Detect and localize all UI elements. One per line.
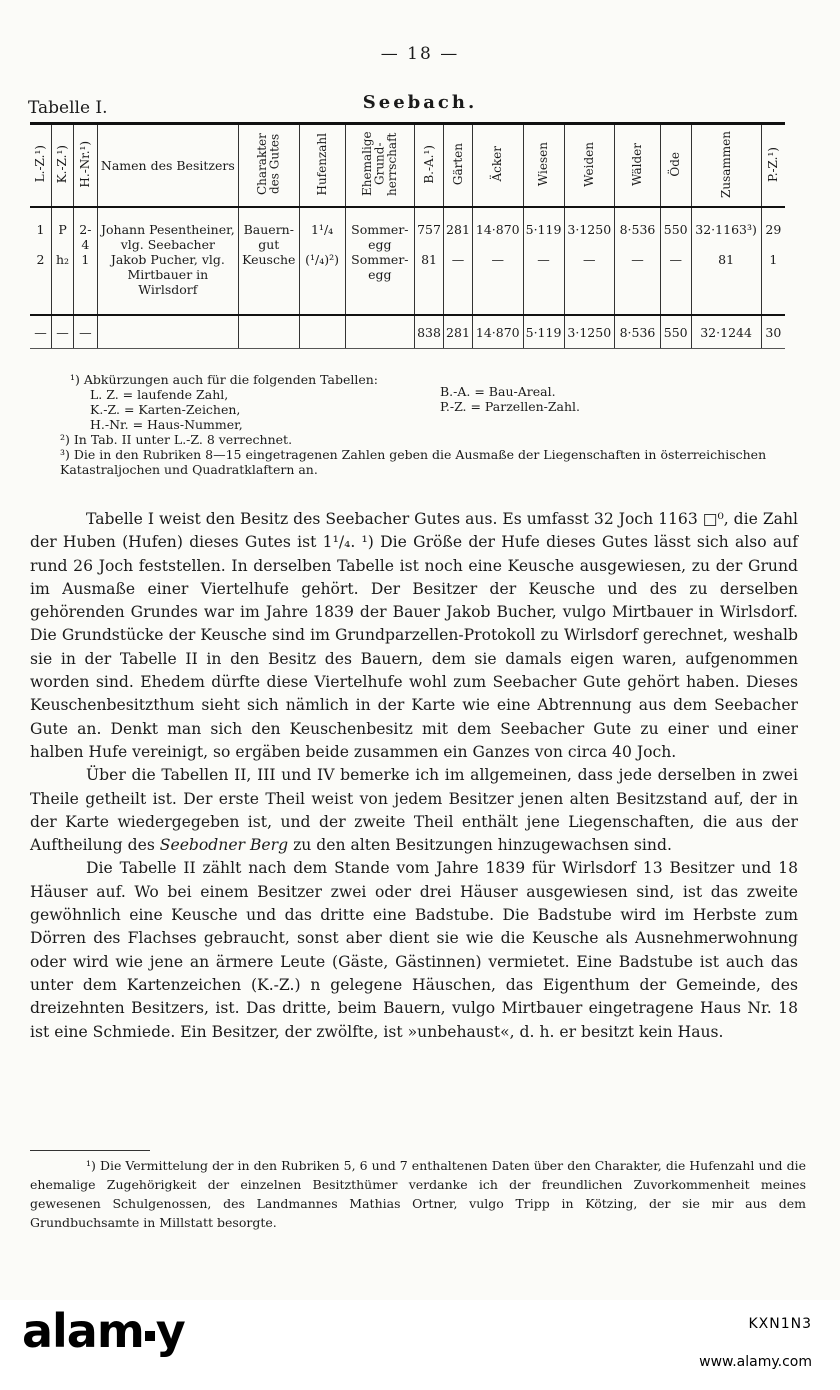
cell-pz: 29: [761, 207, 785, 252]
page-number: — 18 —: [380, 44, 460, 64]
sum-oede: 550: [660, 315, 691, 349]
header-name: Namen des Besitzers: [100, 158, 235, 173]
cell-pz: 1: [761, 252, 785, 315]
footnote-1-lz: L. Z. = laufende Zahl,: [90, 387, 229, 402]
sum-charakter: [239, 315, 300, 349]
sum-aecker: 14·870: [472, 315, 523, 349]
cell-weiden: —: [564, 252, 615, 315]
logo-text-b: y: [155, 1304, 185, 1358]
sum-lz: —: [30, 315, 51, 349]
sum-waelder: 8·536: [615, 315, 661, 349]
cell-zusammen: 32·1163³): [691, 207, 761, 252]
sum-gaerten: 281: [444, 315, 473, 349]
sum-ba: 838: [415, 315, 444, 349]
paragraph-2: [30, 764, 798, 857]
paragraph-2-emphasis: Seebodner Berg: [159, 836, 289, 855]
footnote-1-right: [440, 384, 580, 414]
cell-aecker: 14·870: [472, 207, 523, 252]
footnote-1-kz: K.-Z. = Karten-Zeichen,: [90, 402, 241, 417]
cell-lz: 2: [36, 252, 45, 267]
header-waelder: Wälder: [630, 142, 645, 186]
footnote-1-pz: P.-Z. = Parzellen-Zahl.: [440, 399, 581, 414]
table-header-row: [30, 124, 785, 208]
cell-hufen: (¹/₄)²): [299, 252, 345, 315]
footnote-1-ba: B.-A. = Bau-Areal.: [440, 384, 556, 399]
cell-oede: —: [660, 252, 691, 315]
header-hufen: Hufenzahl: [314, 132, 329, 196]
cell-hnr: 1: [74, 252, 98, 315]
cell-hnr: 2-4: [74, 207, 98, 252]
page-footnote: ¹) Die Vermittelung der in den Rubriken 5, 6 und 7 enthaltenen Daten über den Charakter, die Hufenzahl und die ehemalige Zugehörigkeit der einzelnen Besitzthümer verdanke ich der freundlichen Zuvorkommenheit meines gewesenen Schulgenossen, des Landmannes Mathias Ortner, vulgo Tripp in Kötzing, der sie mir aus dem Grundbuchsamte in Millstatt besorgte.: [30, 1158, 806, 1230]
cell-herrschaft: Sommer-egg: [345, 252, 414, 315]
header-herrschaft: Ehemalige Grund-herrschaft: [359, 131, 400, 197]
cell-charakter: Keusche: [239, 252, 300, 315]
cell-lz: 1: [36, 222, 45, 237]
cell-herrschaft: Sommer-egg: [345, 207, 414, 252]
header-oede: Öde: [668, 151, 683, 177]
cell-wiesen: —: [523, 252, 564, 315]
sum-pz: 30: [761, 315, 785, 349]
cell-gaerten: —: [444, 252, 473, 315]
header-pz: P.-Z.¹): [766, 146, 781, 182]
header-kz: K.-Z.¹): [55, 144, 70, 184]
stock-banner: [0, 1300, 840, 1390]
cell-zusammen: 81: [691, 252, 761, 315]
header-hnr: H.-Nr.¹): [78, 140, 93, 188]
cell-wiesen: 5·119: [523, 207, 564, 252]
cell-oede: 550: [660, 207, 691, 252]
table-sum-row: [30, 315, 785, 349]
image-id: KXN1N3: [748, 1316, 812, 1332]
sum-herrschaft: [345, 315, 414, 349]
cell-ba: 81: [415, 252, 444, 315]
paragraph-2-part-a: Über die Tabellen II, III und IV bemerke ich im allgemeinen, dass jede derselben in zwei Theile getheilt ist. Der erste Theil weist von jedem Besitzer jenen alten Besitzstand auf, der in der Karte wiedergegeben ist, und der zweite Theil enthält jene Liegenschaften, die aus der Auftheilung des: [30, 766, 798, 855]
cell-gaerten: 281: [444, 207, 473, 252]
paragraph-2-part-b: zu den alten Besitzungen hinzugewachsen sind.: [293, 836, 672, 855]
sum-name: [97, 315, 238, 349]
cell-name: Johann Pesentheiner, vlg. Seebacher: [97, 207, 238, 252]
cell-weiden: 3·1250: [564, 207, 615, 252]
cell-name: Jakob Pucher, vlg. Mirtbauer in Wirlsdorf: [97, 252, 238, 315]
footnote-3: ³) Die in den Rubriken 8—15 eingetragenen Zahlen geben die Ausmaße der Liegenschaften in österreichischen Katastraljochen und Quadratklaftern an.: [60, 447, 767, 477]
footnote-1-hnr: H.-Nr. = Haus-Nummer,: [90, 417, 243, 432]
sum-zusammen: 32·1244: [691, 315, 761, 349]
sum-weiden: 3·1250: [564, 315, 615, 349]
body-text: [30, 508, 798, 1044]
logo-text-a: alam: [22, 1304, 144, 1358]
table-row: [30, 252, 785, 315]
sum-wiesen: 5·119: [523, 315, 564, 349]
site-url: www.alamy.com: [699, 1354, 812, 1370]
cell-kz: P: [51, 207, 73, 252]
paragraph-1: Tabelle I weist den Besitz des Seebacher Gutes aus. Es umfasst 32 Joch 1163 □⁰, die Zahl der Huben (Hufen) dieses Gutes ist 1¹/₄. ¹) Die Größe der Hufe dieses Gutes lässt sich also auf rund 26 Joch feststellen. In derselben Tabelle ist noch eine Keusche ausgewiesen, zu der Grund im Ausmaße einer Viertelhufe gehört. Der Besitzer der Keusche und des zu derselben gehörenden Grundes war im Jahre 1839 der Bauer Jakob Bucher, vulgo Mirtbauer in Wirlsdorf. Die Grundstücke der Keusche sind im Grundparzellen-Protokoll zu Wirlsdorf gerechnet, weshalb sie in der Tabelle II in den Besitz des Bauern, dem sie damals eigen waren, aufgenommen worden sind. Ehedem dürfte diese Viertelhufe wohl zum Seebacher Gute gehört haben. Dieses Keuschenbesitzthum sieht sich nämlich in der Karte wie eine Abtrennung aus dem Seebacher Gute an. Denkt man sich den Keuschenbesitz mit dem Seebacher Gute zu einer und einer halben Hufe vereinigt, so ergäben beide zusammen ein Ganzes von circa 40 Joch.: [30, 510, 798, 761]
table-footnotes: [40, 372, 780, 477]
property-table: [30, 122, 785, 349]
paragraph-3: Die Tabelle II zählt nach dem Stande vom Jahre 1839 für Wirlsdorf 13 Besitzer und 18 Häuser auf. Wo bei einem Besitzer zwei oder drei Häuser ausgewiesen sind, ist das zweite gewöhnlich eine Keusche und das dritte eine Badstube. Die Badstube wird im Herbste zum Dörren des Flachses gebraucht, sonst aber dient sie wie die Keusche als Ausnehmerwohnung oder wird wie jene an ärmere Leute (Gäste, Gästinnen) vermietet. Eine Badstube ist auch das unter dem Kartenzeichen (K.-Z.) n gelegene Häuschen, das Eigenthum der Gemeinde, des dreizehnten Besitzers, ist. Das dritte, beim Bauern, vulgo Mirtbauer eingetragene Haus Nr. 18 ist eine Schmiede. Ein Besitzer, der zwölfte, ist »unbehaust«, d. h. er besitzt kein Haus.: [30, 859, 798, 1041]
header-gaerten: Gärten: [450, 142, 465, 186]
header-aecker: Äcker: [490, 146, 505, 182]
table-title: Seebach.: [362, 92, 478, 113]
header-lz: L.-Z.¹): [33, 145, 48, 183]
cell-ba: 757: [415, 207, 444, 252]
sum-hufen: [299, 315, 345, 349]
header-ba: B.-A.¹): [421, 144, 436, 184]
cell-aecker: —: [472, 252, 523, 315]
cell-waelder: —: [615, 252, 661, 315]
footnote-rule: [30, 1150, 150, 1151]
sum-kz: —: [51, 315, 73, 349]
cell-kz: h₂: [51, 252, 73, 315]
footnote-2: ²) In Tab. II unter L.-Z. 8 verrechnet.: [60, 432, 293, 447]
table-row: [30, 207, 785, 252]
cell-waelder: 8·536: [615, 207, 661, 252]
header-weiden: Weiden: [581, 141, 596, 187]
header-wiesen: Wiesen: [536, 141, 551, 187]
cell-charakter: Bauern-gut: [239, 207, 300, 252]
logo-square-icon: [145, 1331, 155, 1341]
alamy-logo: [22, 1304, 185, 1358]
cell-hufen: 1¹/₄: [299, 207, 345, 252]
table-label: Tabelle I.: [28, 98, 108, 118]
sum-hnr: —: [74, 315, 98, 349]
footnote-1-intro: ¹) Abkürzungen auch für die folgenden Tabellen:: [70, 372, 379, 387]
header-charakter: Charakter des Gutes: [255, 133, 282, 195]
header-zusammen: Zusammen: [718, 130, 733, 198]
